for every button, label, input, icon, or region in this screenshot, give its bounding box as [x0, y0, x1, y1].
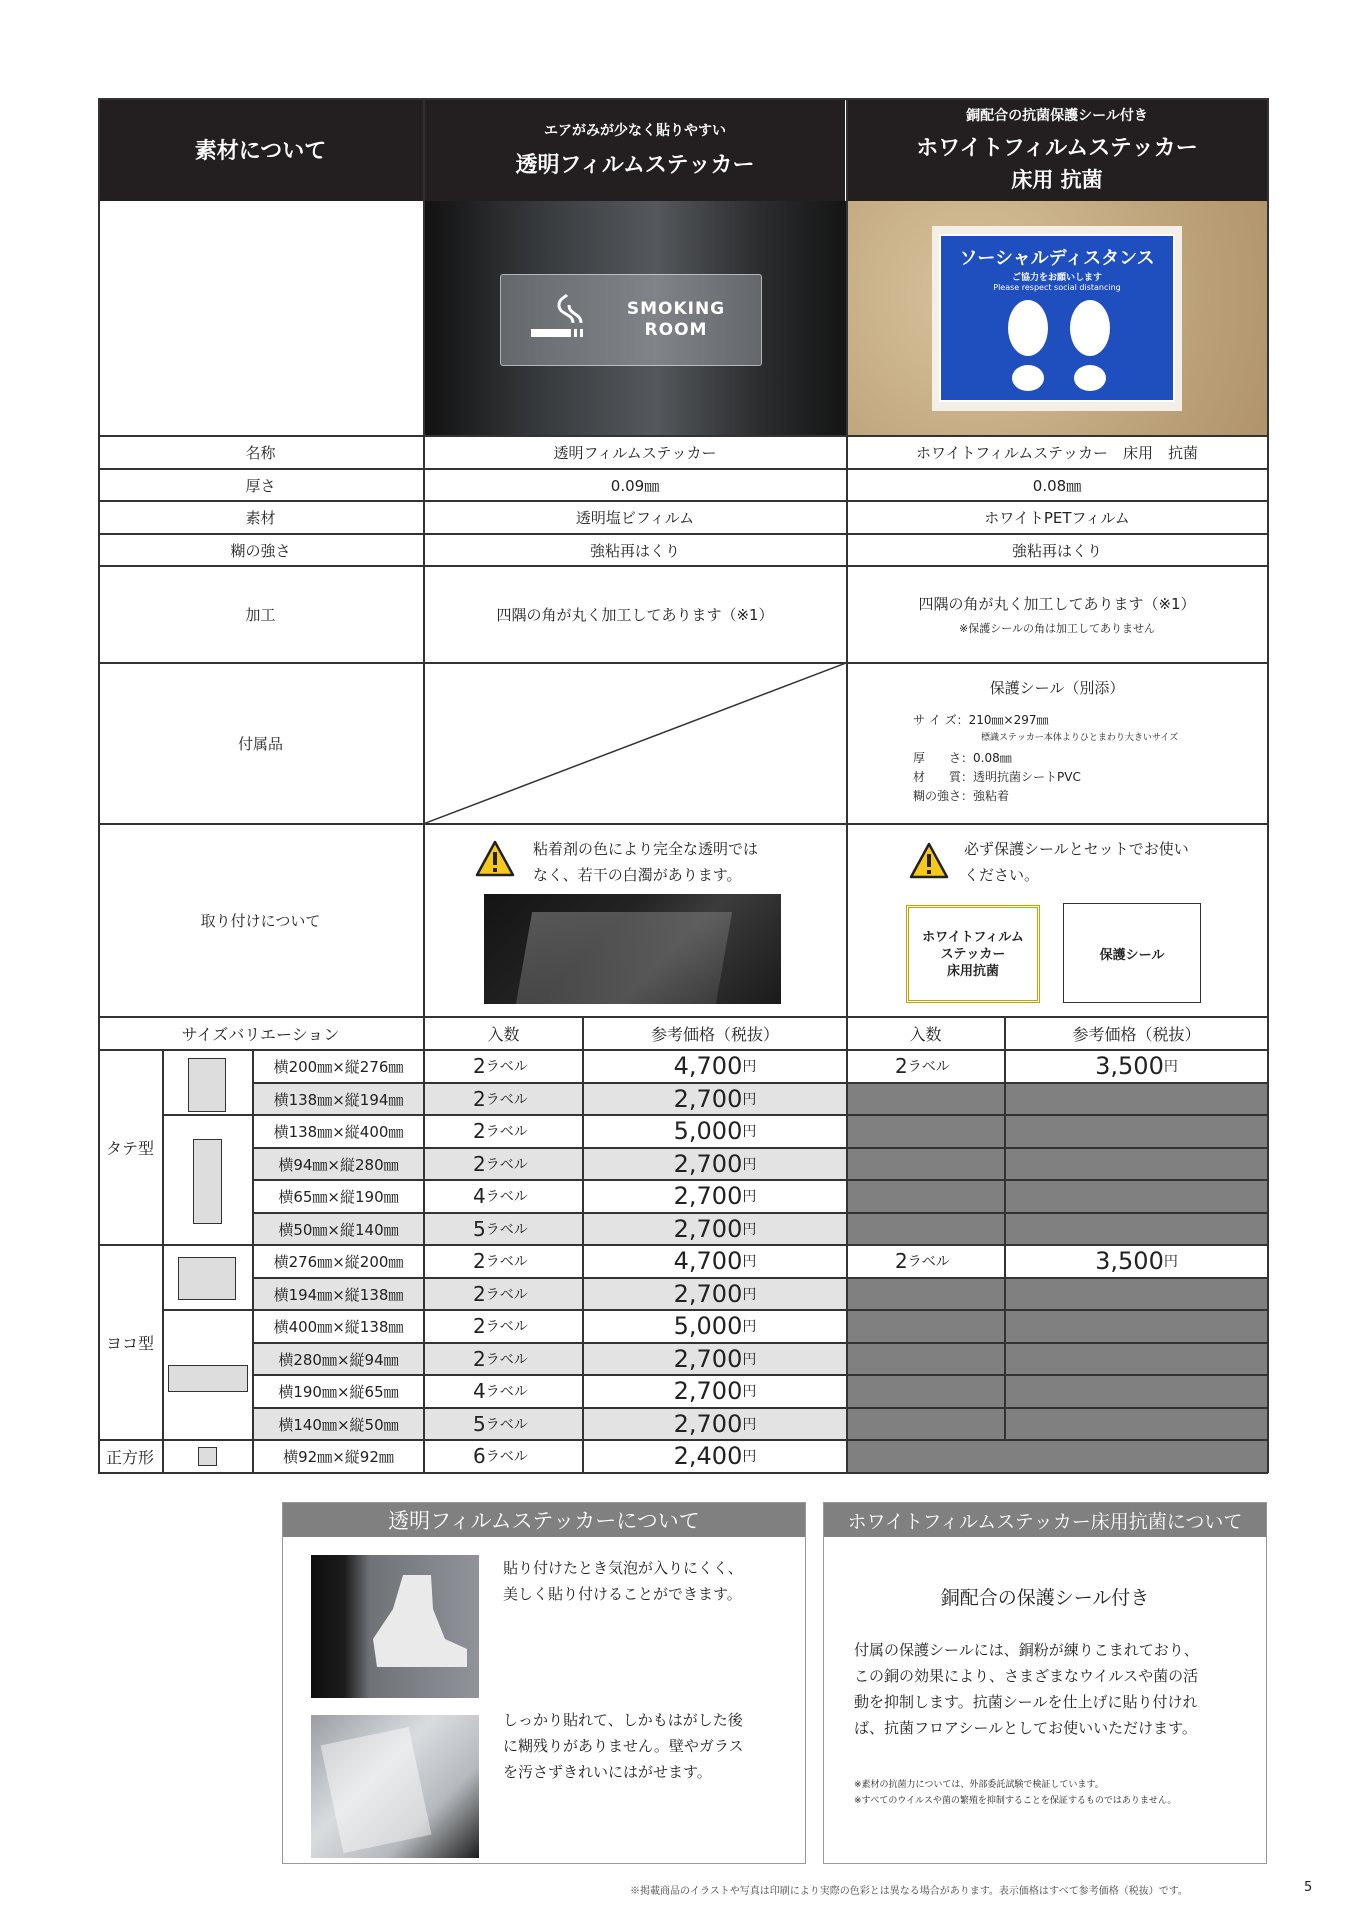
col-divider-1	[423, 98, 425, 1050]
row-qty-number: 2	[473, 1087, 486, 1111]
size-header-qty-white: 入数	[909, 1024, 942, 1044]
row-qty	[425, 1343, 582, 1375]
processing-label: 加工	[245, 605, 276, 624]
table-border-top	[98, 98, 1268, 100]
row-price	[584, 1050, 846, 1082]
row-qty-unit: ラベル	[485, 1319, 528, 1335]
row-white-price-yen: 円	[1163, 1059, 1178, 1075]
row-size	[254, 1050, 423, 1082]
clear-info-p1	[503, 1555, 743, 1607]
page-number: 5	[1304, 1880, 1313, 1895]
sign-en: Please respect social distancing	[993, 283, 1121, 292]
install-white-line2: ください。	[964, 866, 1040, 884]
row-white-qty	[847, 1245, 1004, 1277]
header-white-sub: 銅配合の抗菌保護シール付き	[966, 108, 1148, 124]
install-white-line1: 必ず保護シールとセットでお使い	[964, 840, 1189, 858]
peel-film	[321, 1727, 432, 1853]
row-divider	[98, 1016, 1268, 1018]
white-info-body-line4: ば、抗菌フロアシールとしてお使いいただけます。	[854, 1719, 1197, 1737]
row-size	[254, 1408, 423, 1440]
row-qty	[425, 1310, 582, 1342]
row-white-unavailable	[847, 1440, 1267, 1472]
size-row-divider	[98, 1439, 1268, 1441]
row-qty	[425, 1278, 582, 1310]
set-white-line3: 床用抗菌	[946, 963, 999, 979]
row-size	[254, 1343, 423, 1375]
clear-info-p2-line1: しっかり貼れて、しかもはがした後	[503, 1711, 743, 1729]
row-white-unavailable	[847, 1115, 1267, 1147]
table-border-left	[98, 98, 100, 1473]
processing-clear: 四隅の角が丸く加工してあります（※1）	[496, 605, 774, 624]
size-header-price-white: 参考価格（税抜）	[1072, 1024, 1201, 1044]
header-col1	[98, 98, 423, 201]
row-qty-number: 4	[473, 1379, 486, 1403]
row-white-unavailable	[847, 1083, 1267, 1115]
row-price-number: 2,400	[673, 1442, 743, 1470]
thumb-portrait-large	[188, 1058, 226, 1112]
processing-white-text: 四隅の角が丸く加工してあります（※1）	[918, 594, 1196, 613]
white-sticker-photo	[847, 201, 1267, 435]
row-divider	[98, 468, 1268, 470]
footer-note: ※掲載商品のイラストや写真は印刷により実際の色彩とは異なる場合があります。表示価格はすべて参考価格（税抜）です。	[630, 1886, 1188, 1897]
row-divider	[98, 565, 1268, 567]
row-qty	[425, 1375, 582, 1407]
spec-label-glue: 糊の強さ	[230, 541, 291, 560]
row-price-number: 2,700	[673, 1215, 743, 1243]
col-divider-2	[846, 98, 848, 1050]
row-price-number: 4,700	[673, 1052, 743, 1080]
spec-clear-name: 透明フィルムステッカー	[553, 443, 717, 462]
row-price	[584, 1115, 846, 1147]
row-size	[254, 1148, 423, 1180]
spec-white-thickness: 0.08㎜	[1032, 476, 1082, 495]
row-price	[584, 1408, 846, 1440]
row-white-unavailable	[847, 1180, 1267, 1212]
row-white-unavailable	[847, 1408, 1267, 1440]
row-qty-unit: ラベル	[485, 1352, 528, 1368]
row-qty-unit: ラベル	[485, 1092, 528, 1108]
clear-info-p1-line1: 貼り付けたとき気泡が入りにくく、	[503, 1559, 743, 1577]
header-col3	[847, 98, 1267, 201]
row-price-yen: 円	[742, 1059, 757, 1075]
header-col2	[425, 98, 845, 201]
row-white-qty-number: 2	[895, 1054, 908, 1078]
smoking-room-line2: ROOM	[644, 320, 708, 340]
row-size-text: 横200㎜×縦276㎜	[273, 1057, 404, 1076]
warning-icon	[909, 842, 949, 880]
size-row-divider	[252, 1147, 1268, 1149]
row-size-text: 横138㎜×縦400㎜	[273, 1122, 404, 1141]
row-size	[254, 1375, 423, 1407]
size-row-divider	[162, 1309, 1268, 1311]
row-qty-number: 2	[473, 1119, 486, 1143]
group-tate: タテ型	[105, 1138, 154, 1158]
size-row-divider	[252, 1277, 1268, 1279]
header-white-title: ホワイトフィルムステッカー	[916, 136, 1198, 161]
row-price-yen: 円	[742, 1092, 757, 1108]
row-price-number: 2,700	[673, 1085, 743, 1113]
row-size-text: 横140㎜×縦50㎜	[278, 1415, 399, 1434]
clear-info-p2	[503, 1707, 743, 1785]
peel-photo	[311, 1715, 479, 1858]
smoking-room-line1: SMOKING	[626, 299, 726, 319]
thumb-landscape-wide	[168, 1365, 248, 1392]
row-price-yen: 円	[742, 1287, 757, 1303]
size-row-divider	[252, 1407, 1268, 1409]
spec-label-name: 名称	[245, 443, 276, 462]
row-price-yen: 円	[742, 1417, 757, 1433]
row-qty	[425, 1083, 582, 1115]
table-border-bottom	[98, 1472, 1268, 1474]
row-qty-number: 2	[473, 1054, 486, 1078]
row-qty-unit: ラベル	[485, 1124, 528, 1140]
accessory-size-note: 標識ステッカー本体よりひとまわり大きいサイズ	[981, 733, 1179, 743]
spec-label-material: 素材	[245, 508, 276, 527]
size-row-divider	[252, 1374, 1268, 1376]
row-price-yen: 円	[742, 1157, 757, 1173]
size-header-qty: 入数	[487, 1024, 520, 1044]
white-info-note1: ※素材の抗菌力については、外部委託試験で検証しています。	[854, 1780, 1104, 1790]
row-price	[584, 1180, 846, 1212]
set-white-line1: ホワイトフィルム	[922, 929, 1024, 945]
group-yoko: ヨコ型	[105, 1333, 154, 1353]
smoking-room-text	[611, 299, 741, 341]
install-clear-line2: なく、若干の白濁があります。	[533, 866, 742, 884]
row-qty	[425, 1440, 582, 1472]
row-size-text: 横92㎜×縦92㎜	[283, 1447, 394, 1466]
thumb-landscape-large	[178, 1257, 236, 1300]
footprints-icon	[996, 298, 1122, 394]
header-title-material: 素材について	[194, 139, 327, 164]
row-price-yen: 円	[742, 1449, 757, 1465]
row-price-yen: 円	[742, 1254, 757, 1270]
size-col-group	[162, 1049, 164, 1473]
white-info-body-line2: この銅の効果により、さまざまなウイルスや菌の活	[854, 1667, 1199, 1685]
white-info-body	[854, 1637, 1199, 1741]
row-size-text: 横94㎜×縦280㎜	[278, 1155, 399, 1174]
row-divider	[98, 533, 1268, 535]
spec-white-glue: 強粘再はくり	[1011, 541, 1102, 560]
row-price-yen: 円	[742, 1124, 757, 1140]
size-header-price: 参考価格（税抜）	[650, 1024, 779, 1044]
row-divider	[98, 500, 1268, 502]
row-size	[254, 1245, 423, 1277]
size-row-divider	[252, 1212, 1268, 1214]
clear-info-box	[282, 1502, 806, 1864]
header-clear-sub: エアがみが少なく貼りやすい	[544, 123, 726, 139]
clear-sticker-photo	[423, 201, 846, 435]
row-qty-unit: ラベル	[485, 1287, 528, 1303]
row-white-price-number: 3,500	[1095, 1247, 1164, 1275]
spec-clear-thickness: 0.09㎜	[610, 476, 660, 495]
row-size	[254, 1180, 423, 1212]
row-white-qty-unit: ラベル	[907, 1059, 950, 1075]
header-white-title2: 床用 抗菌	[1011, 168, 1103, 192]
clear-info-p2-line2: に糊残りがありません。壁やガラス	[503, 1737, 744, 1755]
row-qty-unit: ラベル	[485, 1254, 528, 1270]
white-info-heading: 銅配合の保護シール付き	[940, 1587, 1150, 1609]
row-price-yen: 円	[742, 1189, 757, 1205]
set-protect-label: 保護シール	[1099, 947, 1165, 963]
row-size-text: 横280㎜×縦94㎜	[278, 1350, 399, 1369]
row-qty	[425, 1180, 582, 1212]
row-size-text: 横65㎜×縦190㎜	[278, 1187, 399, 1206]
group-square: 正方形	[105, 1447, 154, 1467]
size-row-divider	[252, 1342, 1268, 1344]
row-price	[584, 1375, 846, 1407]
accessory-none-diagonal	[423, 663, 846, 824]
thumb-portrait-tall	[193, 1139, 222, 1224]
accessory-label: 付属品	[237, 735, 283, 753]
row-white-unavailable	[847, 1148, 1267, 1180]
set-protect-sheet	[1063, 903, 1201, 1003]
white-info-body-line3: 動を抑制します。抗菌シールを仕上げに貼り付けれ	[854, 1693, 1198, 1711]
row-size-text: 横194㎜×縦138㎜	[273, 1285, 404, 1304]
row-size	[254, 1083, 423, 1115]
row-price-yen: 円	[742, 1352, 757, 1368]
clear-film-sheet	[516, 912, 732, 1004]
row-qty-number: 2	[473, 1249, 486, 1273]
set-white-sticker	[906, 905, 1040, 1003]
row-size-text: 横190㎜×縦65㎜	[278, 1382, 399, 1401]
row-qty-number: 5	[473, 1217, 486, 1241]
header-clear-title: 透明フィルムステッカー	[515, 153, 755, 178]
row-price-number: 2,700	[673, 1182, 743, 1210]
row-size-text: 横138㎜×縦194㎜	[273, 1090, 404, 1109]
row-white-price-number: 3,500	[1095, 1052, 1164, 1080]
row-qty-number: 2	[473, 1314, 486, 1338]
row-price-number: 5,000	[673, 1312, 743, 1340]
white-info-note2: ※すべてのウイルスや菌の繁殖を抑制することを保証するものではありません。	[854, 1796, 1177, 1806]
smoking-icon	[529, 293, 591, 345]
row-price	[584, 1245, 846, 1277]
row-white-price	[1006, 1050, 1267, 1082]
white-sticker-base	[932, 226, 1182, 411]
row-white-unavailable	[847, 1375, 1267, 1407]
size-col-qty	[423, 1049, 425, 1473]
white-info-body-line1: 付属の保護シールには、銅粉が練りこまれており、	[854, 1641, 1199, 1659]
row-price-number: 5,000	[673, 1117, 743, 1145]
spec-label-thickness: 厚さ	[245, 476, 276, 495]
shoe-icon	[373, 1569, 469, 1689]
size-col-thumb	[252, 1049, 254, 1473]
row-price	[584, 1440, 846, 1472]
row-white-unavailable	[847, 1278, 1267, 1310]
install-clear-text	[533, 836, 758, 888]
row-divider	[98, 1049, 1268, 1051]
row-qty-number: 2	[473, 1282, 486, 1306]
row-qty-number: 4	[473, 1184, 486, 1208]
row-white-price	[1006, 1245, 1267, 1277]
row-size-text: 横50㎜×縦140㎜	[278, 1220, 399, 1239]
row-qty-unit: ラベル	[485, 1059, 528, 1075]
row-size	[254, 1213, 423, 1245]
row-qty-unit: ラベル	[485, 1189, 528, 1205]
warning-icon	[475, 840, 515, 878]
social-distance-sign	[939, 234, 1175, 402]
size-col-white	[846, 1049, 848, 1473]
white-info-box	[823, 1502, 1267, 1864]
foot-sticker-photo	[311, 1555, 479, 1698]
row-divider	[98, 823, 1268, 825]
size-header-label: サイズバリエーション	[181, 1024, 340, 1044]
row-white-qty	[847, 1050, 1004, 1082]
row-qty	[425, 1115, 582, 1147]
row-price-number: 2,700	[673, 1377, 743, 1405]
row-divider	[98, 662, 1268, 664]
row-price	[584, 1310, 846, 1342]
row-price-yen: 円	[742, 1384, 757, 1400]
row-white-unavailable	[847, 1213, 1267, 1245]
processing-white	[847, 566, 1267, 662]
row-price-number: 2,700	[673, 1280, 743, 1308]
row-qty	[425, 1213, 582, 1245]
row-price	[584, 1083, 846, 1115]
sign-title: ソーシャルディスタンス	[959, 248, 1155, 269]
row-qty-number: 2	[473, 1152, 486, 1176]
row-price-number: 2,700	[673, 1150, 743, 1178]
row-qty-unit: ラベル	[485, 1157, 528, 1173]
row-white-unavailable	[847, 1310, 1267, 1342]
accessory-glue: 糊の強さ：強粘着	[913, 789, 1010, 803]
row-qty-unit: ラベル	[485, 1449, 528, 1465]
row-price-number: 4,700	[673, 1247, 743, 1275]
white-info-notes	[854, 1777, 1176, 1809]
row-qty-unit: ラベル	[485, 1417, 528, 1433]
accessory-title: 保護シール（別添）	[989, 679, 1125, 697]
clear-info-title: 透明フィルムステッカーについて	[283, 1503, 805, 1537]
spec-clear-glue: 強粘再はくり	[589, 541, 680, 560]
clear-sticker-plate	[500, 274, 762, 366]
spec-white-name: ホワイトフィルムステッカー 床用 抗菌	[915, 443, 1198, 462]
row-price-number: 2,700	[673, 1410, 743, 1438]
row-size	[254, 1278, 423, 1310]
row-price-yen: 円	[742, 1222, 757, 1238]
install-label: 取り付けについて	[200, 911, 321, 930]
row-size	[254, 1115, 423, 1147]
row-divider	[98, 435, 1268, 437]
row-white-qty-number: 2	[895, 1249, 908, 1273]
install-clear-line1: 粘着剤の色により完全な透明では	[533, 840, 759, 858]
accessory-material: 材 質：透明抗菌シートPVC	[913, 770, 1081, 784]
clear-info-p1-line2: 美しく貼り付けることができます。	[503, 1585, 742, 1603]
table-border-right	[1267, 98, 1269, 1473]
row-price	[584, 1148, 846, 1180]
row-size	[254, 1440, 423, 1472]
row-qty-number: 6	[473, 1444, 486, 1468]
row-white-unavailable	[847, 1343, 1267, 1375]
size-col-white-price	[1004, 1016, 1006, 1440]
row-white-qty-unit: ラベル	[907, 1254, 950, 1270]
install-white-text	[964, 836, 1189, 888]
row-size	[254, 1310, 423, 1342]
row-size-text: 横400㎜×縦138㎜	[273, 1317, 404, 1336]
accessory-thickness: 厚 さ：0.08㎜	[913, 751, 1012, 765]
clear-film-closeup-photo	[484, 894, 781, 1004]
row-qty-unit: ラベル	[485, 1384, 528, 1400]
thumb-square	[198, 1447, 217, 1466]
row-price	[584, 1213, 846, 1245]
row-qty	[425, 1050, 582, 1082]
clear-info-p2-line3: を汚さずきれいにはがせます。	[503, 1763, 712, 1781]
processing-white-note: ※保護シールの角は加工してありません	[959, 621, 1155, 635]
size-row-divider	[252, 1179, 1268, 1181]
spec-white-material: ホワイトPETフィルム	[984, 508, 1130, 527]
row-price	[584, 1278, 846, 1310]
row-qty-unit: ラベル	[485, 1222, 528, 1238]
size-row-divider	[162, 1114, 1268, 1116]
row-qty	[425, 1245, 582, 1277]
row-white-price-yen: 円	[1163, 1254, 1178, 1270]
white-info-title: ホワイトフィルムステッカー床用抗菌について	[824, 1503, 1266, 1537]
row-price	[584, 1343, 846, 1375]
sign-sub: ご協力をお願いします	[1011, 273, 1102, 283]
row-qty	[425, 1148, 582, 1180]
row-qty-number: 5	[473, 1412, 486, 1436]
accessory-white	[847, 663, 1267, 824]
row-price-number: 2,700	[673, 1345, 743, 1373]
row-qty-number: 2	[473, 1347, 486, 1371]
set-white-line2: ステッカー	[940, 946, 1006, 962]
size-row-divider	[252, 1082, 1268, 1084]
size-row-divider	[98, 1244, 1268, 1246]
accessory-size: サ イ ズ：210㎜×297㎜	[913, 713, 1049, 727]
row-price-yen: 円	[742, 1319, 757, 1335]
spec-clear-material: 透明塩ビフィルム	[575, 508, 695, 527]
row-qty	[425, 1408, 582, 1440]
row-size-text: 横276㎜×縦200㎜	[273, 1252, 404, 1271]
